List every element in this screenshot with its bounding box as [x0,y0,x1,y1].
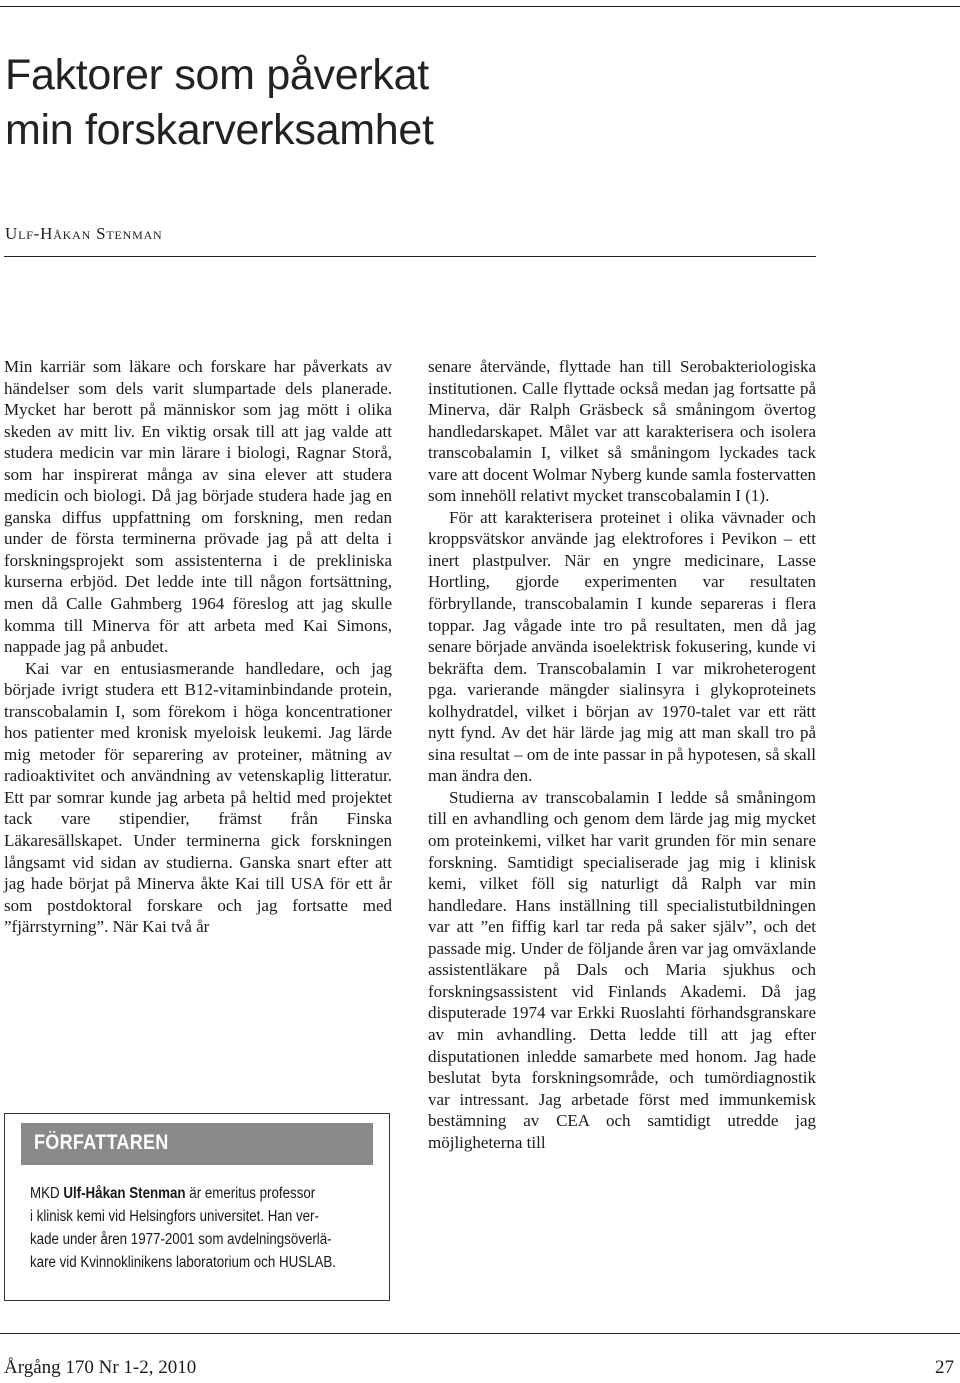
author-title: MKD [30,1185,60,1202]
author-line1-suffix: är emeritus professor [189,1185,316,1202]
author-box-heading: FÖRFATTAREN [34,1131,169,1154]
right-column [428,356,816,1153]
title-line-2: min forskarverksamhet [5,106,434,154]
author-info-box [4,1113,390,1301]
left-column [4,356,392,938]
article-title [5,48,805,158]
author-byline: Ulf-Håkan Stenman [5,224,163,243]
footer-rule [0,1333,960,1334]
author-box-line-4: kare vid Kvinnoklinikens laboratorium och HUSLAB. [30,1254,336,1271]
top-rule [0,6,960,7]
left-paragraph-1: Min karriär som läkare och forskare har påverkats av händelser som dels varit slumpartade dels planerade. Mycket har berott på människor som jag mött i olika skeden av mitt liv. En viktig orsak till att jag valde att studera medicin var min lärare i biologi, Ragnar Storå, som har inspirerat många av sina elever att studera medicin och biologi. Då jag började studera hade jag en ganska diffus uppfattning om forskning, men redan under de första terminerna prövade jag på att delta i forskningsprojekt som assistenterna i de prekliniska kurserna erbjöd. Det ledde inte till någon fortsättning, men då Calle Gahmberg 1964 föreslog att jag skulle komma till Minerva för att arbeta med Kai Simons, nappade jag på anbudet. [4,357,392,657]
title-line-1: Faktorer som påverkat [5,51,429,99]
author-box-line-2: i klinisk kemi vid Helsingfors universitet. Han ver- [30,1208,319,1225]
author-box-header [21,1123,373,1165]
page-number: 27 [935,1357,954,1378]
author-box-line-3: kade under åren 1977-2001 som avdelningsöverlä- [30,1231,332,1248]
left-paragraph-2: Kai var en entusiasmerande handledare, och jag började ivrigt studera ett B12-vitaminbindande protein, transcobalamin I, som förekom i höga koncentrationer hos patienter med kronisk myeloisk leukemi. Jag lärde mig metoder för separering av proteiner, mätning av radioaktivitet och användning av vetenskaplig litteratur. Ett par somrar kunde jag arbeta på heltid med projektet tack vare stipendier, främst från Finska Läkaresällskapet. Under terminerna gick forskningen långsamt vid sidan av studierna. Ganska snart efter att jag hade börjat på Minerva åkte Kai till USA för ett år som postdoktoral forskare och jag fortsatte med ”fjärrstyrning”. När Kai två år [4,658,392,937]
right-paragraph-3: Studierna av transcobalamin I ledde så småningom till en avhandling och genom dem lärde jag mig mycket om proteinkemi, vilket har varit grunden för min senare forskning. Samtidigt specialiserade jag mig i klinisk kemi, vilket föll sig naturligt då Ralph var min handledare. Hans inställning till specialistutbildningen var att ”en fiffig karl tar reda på saker själv”, och det passade mig. Under de följande åren var jag omväxlande assistentläkare på Dals och Maria sjukhus och forskningsassistent vid Finlands Akademi. Då jag disputerade 1974 var Erkki Ruoslahti förhandsgranskare av min avhandling. Detta ledde till att jag efter disputationen inledde samarbete med honom. Jag hade beslutat byta forskningsområde, och tumördiagnostik var intressant. Jag arbetade först med immunkemisk bestämning av CEA och samtidigt utredde jag möjligheterna till [428,787,816,1152]
issue-info: Årgång 170 Nr 1-2, 2010 [4,1357,197,1378]
byline-rule [4,256,816,257]
right-paragraph-1: senare återvände, flyttade han till Serobakteriologiska institutionen. Calle flyttade också medan jag fortsatte på Minerva, där Ralph Gräsbeck så småningom övertog handledarskapet. Målet var att karakterisera och isolera transcobalamin I, vilket så småningom lyckades tack vare att docent Wolmar Nyberg kunde samla fostervatten som innehöll relativt mycket transcobalamin I (1). [428,357,816,506]
author-name: Ulf-Håkan Stenman [63,1185,186,1202]
author-box-line-1 [30,1182,331,1205]
right-paragraph-2: För att karakterisera proteinet i olika vävnader och kroppsvätskor använde jag elektrofores i Pevikon – ett inert plastpulver. När en yngre medicinare, Lasse Hortling, gjorde experimenten var resultaten förbryllande, transcobalamin I kunde separeras i flera toppar. Jag vågade inte tro på resultaten, men då jag senare började använda isoelektrisk fokusering, kunde vi bekräfta dem. Transcobalamin I var mikroheterogent pga. varierande mängder sialinsyra i glykoproteinets kolhydratdel, vilket i början av 1970-talet var ett rätt nytt fynd. Av det här lärde jag mig att man skall tro på sina resultat – om de inte passar in på hypotesen, så skall man ändra den. [428,507,816,786]
author-box-text [30,1182,336,1274]
